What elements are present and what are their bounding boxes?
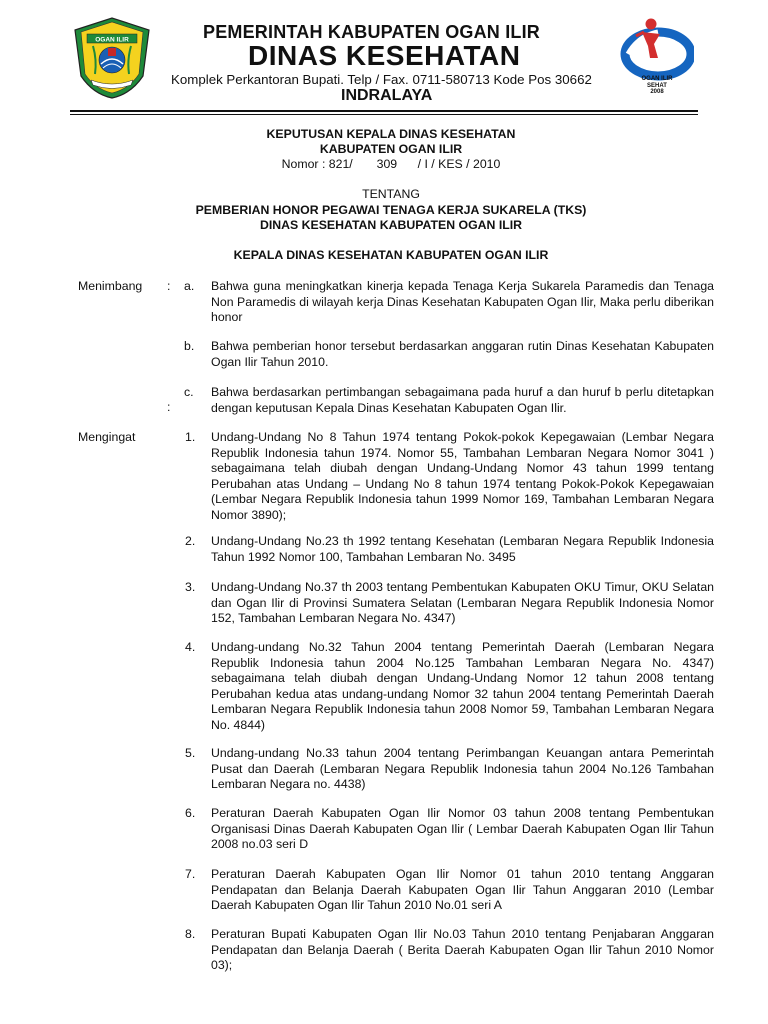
mengingat-item-3: Undang-Undang No.37 th 2003 tentang Pembentukan Kabupaten OKU Timur, OKU Selatan dan Ogan Ilir di Provinsi Sumatera Selatan (Lembaran Negara Republik Indonesia Nomor 152, Tambahan Lembaran Negara No. 4347) bbox=[211, 580, 714, 626]
ogan-ilir-emblem-icon bbox=[73, 16, 151, 100]
mengingat-item-2: Undang-Undang No.23 th 1992 tentang Kesehatan (Lembaran Negara Republik Indonesia Tahun 1992 Nomor 100, Tambahan Lembaran No. 3495 bbox=[211, 534, 714, 564]
mengingat-item-8: Peraturan Bupati Kabupaten Ogan Ilir No.03 Tahun 2010 tentang Penjabaran Anggaran Pendapatan dan Belanja Daerah ( Berita Daerah Kabupaten Ogan Ilir Tahun 2010 Nomor 03); bbox=[211, 927, 714, 973]
mengingat-item-4: Undang-undang No.32 Tahun 2004 tentang Pemerintah Daerah (Lembaran Negara Republik Indonesia tahun 2004 No.125 Tambahan Lembaran Negara No. 4347) sebagaimana telah diubah dengan Undang-Undang Nomor 12 tahun 2008 tentang Perubahan kedua atas undang-undang Nomor 32 tahun 2004 tentang Pemerintah Daerah Lembaran Negara Republik Indonesia tahun 2008 Nomor 59, Tambahan Lembaran Negara No. 4844) bbox=[211, 640, 714, 732]
agency-city: INDRALAYA bbox=[341, 87, 433, 104]
mengingat-item-5: Undang-undang No.33 tahun 2004 tentang Perimbangan Keuangan antara Pemerintah Pusat dan Daerah (Lembaran Negara Republik Indonesia tahun 2004 No.126 Tambahan Lembaran Negara no. 4438) bbox=[211, 746, 714, 792]
mengingat-mark-8: 8. bbox=[185, 927, 196, 941]
decree-number: Nomor : 821/ 309 / I / KES / 2010 bbox=[281, 157, 501, 171]
menimbang-item-c: Bahwa berdasarkan pertimbangan sebagaimana pada huruf a dan huruf b perlu ditetapkan dengan keputusan Kepala Dinas Kesehatan Kabupaten Ogan Ilir. bbox=[211, 385, 714, 415]
decree-title-line2: KABUPATEN OGAN ILIR bbox=[319, 142, 463, 156]
menimbang-label: Menimbang bbox=[78, 279, 143, 293]
mengingat-mark-1: 1. bbox=[185, 430, 196, 444]
mengingat-item-7: Peraturan Daerah Kabupaten Ogan Ilir Nomor 01 tahun 2010 tentang Anggaran Pendapatan dan Belanja Daerah Kabupaten Ogan Ilir Tahun Anggaran 2010 (Lembar Daerah Kabupaten Ogan Ilir Tahun 2010 No.01 seri A bbox=[211, 867, 714, 913]
mengingat-mark-3: 3. bbox=[185, 580, 196, 594]
mengingat-mark-6: 6. bbox=[185, 806, 196, 820]
sehat-logo-caption: OGAN ILIR SEHAT 2008 bbox=[641, 76, 673, 95]
mengingat-mark-7: 7. bbox=[185, 867, 196, 881]
mengingat-item-6: Peraturan Daerah Kabupaten Ogan Ilir Nomor 03 tahun 2008 tentang Pembentukan Organisasi Dinas Daerah Kabupaten Ogan Ilir ( Lembar Daerah Kabupaten Ogan Ilir Tahun 2008 no.03 seri D bbox=[211, 806, 714, 852]
agency-name: DINAS KESEHATAN bbox=[248, 40, 521, 71]
decree-title-line1: KEPUTUSAN KEPALA DINAS KESEHATAN bbox=[266, 127, 516, 141]
menimbang-colon: : bbox=[167, 279, 171, 293]
agency-address: Komplek Perkantoran Bupati. Telp / Fax. 0711-580713 Kode Pos 30662 bbox=[171, 72, 592, 87]
menimbang-mark-c: c. bbox=[184, 385, 194, 399]
menimbang-item-a: Bahwa guna meningkatkan kinerja kepada Tenaga Kerja Sukarela Paramedis dan Tenaga Non Paramedis di wilayah kerja Dinas Kesehatan Kabupaten Ogan Ilir, Maka perlu diberikan honor bbox=[211, 279, 714, 325]
mengingat-item-1: Undang-Undang No 8 Tahun 1974 tentang Pokok-pokok Kepegawaian (Lembar Negara Republik Indonesia tahun 1974. Nomor 55, Tambahan Lembaran Negara Nomor 3041 ) sebagaimana telah diubah dengan Undang-Undang Nomor 43 tahun 1999 tentang Perubahan atas Undang – Undang No 8 tahun 1974 tentang Pokok-Pokok Kepegawaian (Lembar Negara Republik Indonesia tahun 1999 Nomor 169, Tambahan Lembaran Negara Nomor 3890); bbox=[211, 430, 714, 522]
menimbang-mark-a: a. bbox=[184, 279, 195, 293]
government-name: PEMERINTAH KABUPATEN OGAN ILIR bbox=[203, 22, 540, 42]
decree-subject-line1: PEMBERIAN HONOR PEGAWAI TENAGA KERJA SUKARELA (TKS) bbox=[195, 203, 587, 217]
mengingat-mark-4: 4. bbox=[185, 640, 196, 654]
stray-colon: : bbox=[167, 400, 171, 414]
decree-subject-line2: DINAS KESEHATAN KABUPATEN OGAN ILIR bbox=[259, 218, 523, 232]
menimbang-item-b: Bahwa pemberian honor tersebut berdasarkan anggaran rutin Dinas Kesehatan Kabupaten Ogan Ilir Tahun 2010. bbox=[211, 339, 714, 369]
letterhead-rule-thick bbox=[70, 110, 698, 112]
mengingat-label: Mengingat bbox=[78, 430, 136, 444]
mengingat-mark-2: 2. bbox=[185, 534, 196, 548]
decree-about: TENTANG bbox=[362, 187, 420, 201]
menimbang-mark-b: b. bbox=[184, 339, 195, 353]
mengingat-mark-5: 5. bbox=[185, 746, 196, 760]
letterhead-rule-thin bbox=[70, 114, 698, 115]
emblem-label: OGAN ILIR bbox=[95, 36, 129, 44]
decree-authority: KEPALA DINAS KESEHATAN KABUPATEN OGAN ILIR bbox=[233, 248, 549, 262]
